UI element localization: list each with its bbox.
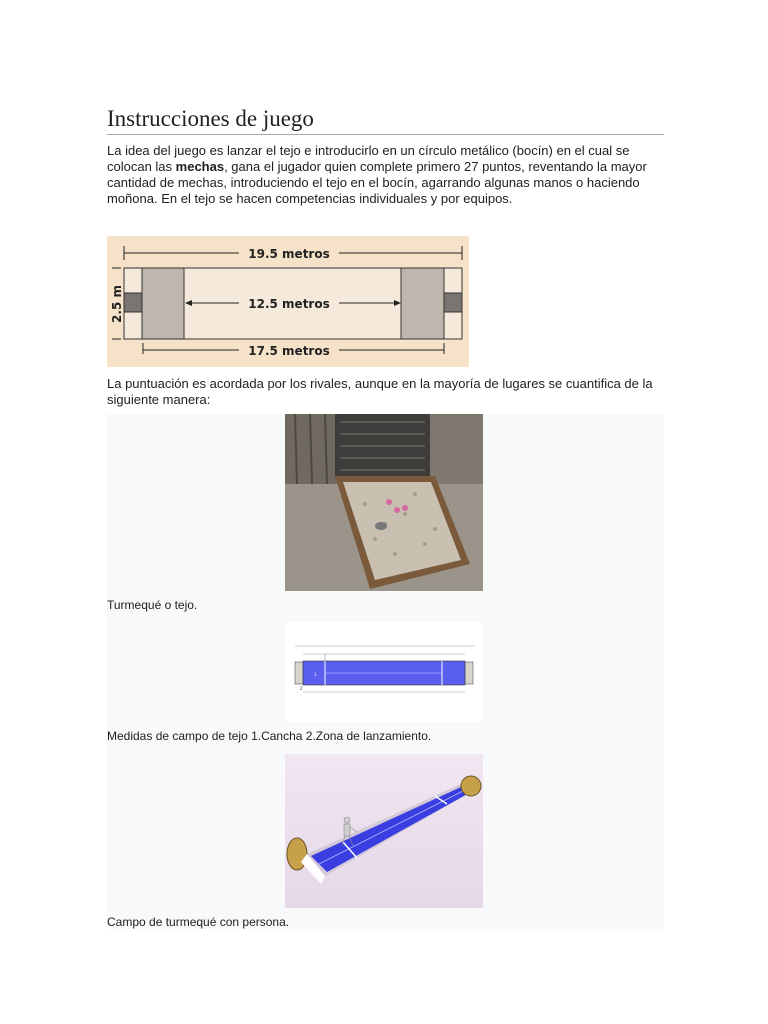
caption-field-measurements: Medidas de campo de tejo 1.Cancha 2.Zona de lanzamiento.	[107, 729, 432, 743]
image-gallery	[107, 414, 664, 929]
caption-tejo: Turmequé o tejo.	[107, 598, 198, 612]
side-dimension-label: 2.5 m	[110, 285, 124, 323]
court-dimensions-diagram	[107, 236, 469, 367]
scoring-paragraph: La puntuación es acordada por los rivales, aunque en la mayoría de lugares se cuantifica de la siguiente manera:	[107, 376, 653, 407]
bottom-dimension-label: 17.5 metros	[248, 344, 330, 358]
caption-field-person: Campo de turmequé con persona.	[107, 915, 290, 929]
field-with-person-render	[285, 754, 483, 908]
tejo-pit-photo	[285, 414, 483, 591]
court-zone-1-label: 1	[314, 672, 317, 677]
court-diagram-svg	[107, 236, 469, 367]
gallery-item-field-person[interactable]	[285, 754, 483, 908]
intro-text-end: , gana el jugador quien complete primero 27 puntos, reventando la mayor cantidad de mechas, introduciendo el tejo en el bocín, agarrando algunas manos o haciendo moñona. En el tejo se hacen competencias individuales y por equipos.	[107, 159, 647, 206]
middle-dimension-label: 12.5 metros	[248, 297, 330, 311]
intro-paragraph	[107, 143, 664, 207]
section-heading: Instrucciones de juego	[107, 104, 664, 135]
launch-zone-2-label: 2	[300, 686, 303, 691]
top-dimension-label: 19.5 metros	[248, 247, 330, 261]
gallery-item-field-measurements[interactable]	[285, 622, 483, 722]
gallery-item-tejo-photo[interactable]	[285, 414, 483, 591]
field-measurements-diagram	[285, 622, 483, 722]
intro-text-start: La idea del juego es lanzar el tejo e introducirlo en un círculo metálico (bocín) en el cual se colocan las	[107, 143, 630, 174]
mechas-term: mechas	[175, 159, 225, 174]
